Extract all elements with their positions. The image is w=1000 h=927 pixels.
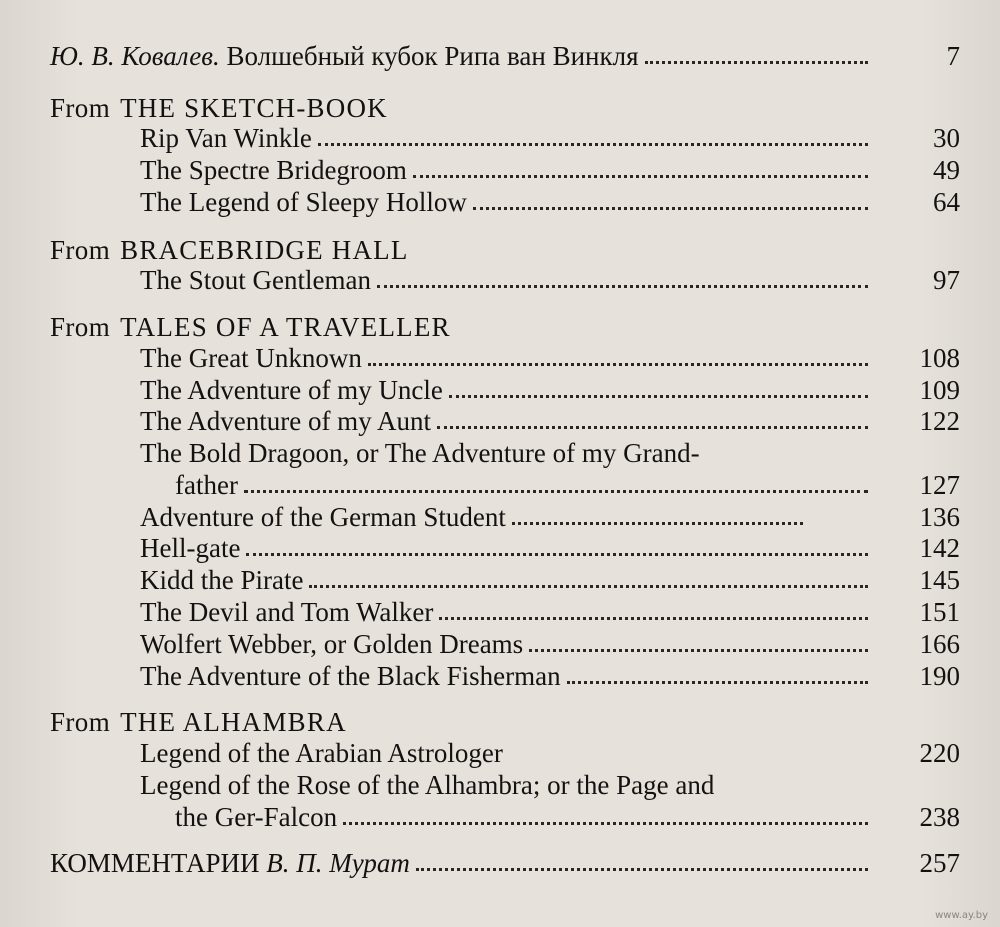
- entry-title: the Ger-Falcon: [175, 802, 338, 832]
- section-from-label: From: [50, 312, 111, 342]
- toc-entry-commentary: [50, 847, 868, 879]
- page-number: 109: [919, 375, 960, 405]
- section-title: THE SKETCH-BOOK: [120, 93, 388, 123]
- intro-title: Волшебный кубок Рипа ван Винкля: [226, 41, 639, 71]
- page-number: 238: [919, 802, 960, 832]
- toc-entry: [140, 264, 868, 296]
- entry-title: Hell-gate: [140, 533, 241, 563]
- dot-leader: [439, 615, 868, 620]
- page-number: 220: [919, 738, 960, 768]
- entry-title: Adventure of the German Student: [140, 502, 506, 532]
- toc-entry: [140, 628, 868, 660]
- page-number: 145: [919, 565, 960, 595]
- page-number: 190: [919, 661, 960, 691]
- toc-entry-line1: [140, 437, 868, 469]
- intro-author: Ю. В. Ковалев.: [50, 41, 220, 71]
- section-heading-bracebridge-hall: [50, 234, 409, 266]
- entry-title: Legend of the Arabian Astrologer: [140, 738, 503, 768]
- watermark: www.ay.by: [935, 910, 988, 921]
- page-number: 166: [919, 629, 960, 659]
- entry-title: The Stout Gentleman: [140, 265, 371, 295]
- dot-leader: [309, 583, 868, 588]
- entry-title: The Devil and Tom Walker: [140, 597, 434, 627]
- entry-title: The Adventure of my Aunt: [140, 406, 431, 436]
- toc-entry: [140, 374, 868, 406]
- commentary-label: КОММЕНТАРИИ: [50, 848, 260, 878]
- toc-entry: [140, 405, 868, 437]
- dot-leader: [413, 173, 868, 178]
- entry-title: The Legend of Sleepy Hollow: [140, 187, 467, 217]
- section-heading-sketch-book: [50, 92, 388, 124]
- dot-leader: [318, 141, 868, 146]
- toc-entry-continuation: [175, 469, 868, 501]
- entry-title: Kidd the Pirate: [140, 565, 304, 595]
- toc-entry: [140, 154, 868, 186]
- dot-leader: [246, 551, 868, 556]
- page-number: 64: [933, 187, 960, 217]
- toc-entry: [140, 342, 868, 374]
- dot-leader: [473, 205, 868, 210]
- section-title: THE ALHAMBRA: [120, 707, 347, 737]
- toc-entry: [140, 660, 868, 692]
- section-title: BRACEBRIDGE HALL: [120, 235, 409, 265]
- page-number: 127: [919, 470, 960, 500]
- page-number: 142: [919, 533, 960, 563]
- dot-leader: [449, 393, 868, 398]
- section-from-label: From: [50, 93, 111, 123]
- toc-entry: [140, 596, 868, 628]
- dot-leader: [509, 756, 868, 761]
- entry-title: The Adventure of my Uncle: [140, 375, 443, 405]
- entry-title: father: [175, 470, 238, 500]
- page-number: 257: [919, 848, 960, 878]
- dot-leader: [244, 488, 868, 493]
- toc-entry-line1: [140, 769, 868, 801]
- toc-entry: [140, 737, 868, 769]
- page-number: 7: [946, 41, 960, 71]
- entry-title: Legend of the Rose of the Alhambra; or the Page and: [140, 770, 715, 800]
- section-heading-tales-of-a-traveller: [50, 311, 451, 343]
- section-title: TALES OF A TRAVELLER: [120, 312, 451, 342]
- toc-entry-intro: [50, 40, 868, 72]
- dot-leader: [437, 424, 868, 429]
- commentary-author: В. П. Мурат: [266, 848, 410, 878]
- entry-title: Wolfert Webber, or Golden Dreams: [140, 629, 524, 659]
- page-number: 49: [933, 155, 960, 185]
- entry-title: The Adventure of the Black Fisherman: [140, 661, 561, 691]
- toc-entry: [140, 532, 868, 564]
- dot-leader: [343, 820, 868, 825]
- entry-title: The Bold Dragoon, or The Adventure of my Grand-: [140, 438, 700, 468]
- entry-title: The Great Unknown: [140, 343, 362, 373]
- entry-title: The Spectre Bridegroom: [140, 155, 407, 185]
- section-from-label: From: [50, 235, 111, 265]
- toc-entry: [140, 501, 803, 533]
- section-heading-the-alhambra: [50, 706, 347, 738]
- toc-entry: [140, 564, 868, 596]
- dot-leader: [377, 283, 868, 288]
- dot-leader: [368, 361, 868, 366]
- dot-leader: [645, 59, 868, 64]
- page-number: 122: [919, 406, 960, 436]
- page-number: 136: [919, 502, 960, 532]
- dot-leader: [512, 520, 803, 525]
- toc-entry: [140, 186, 868, 218]
- page-number: 108: [919, 343, 960, 373]
- toc-entry: [140, 122, 868, 154]
- page-number: 151: [919, 597, 960, 627]
- toc-entry-continuation: [175, 801, 868, 833]
- dot-leader: [416, 866, 868, 871]
- entry-title: Rip Van Winkle: [140, 123, 312, 153]
- page-number: 97: [933, 265, 960, 295]
- section-from-label: From: [50, 707, 111, 737]
- page-number: 30: [933, 123, 960, 153]
- dot-leader: [529, 647, 868, 652]
- dot-leader: [567, 679, 868, 684]
